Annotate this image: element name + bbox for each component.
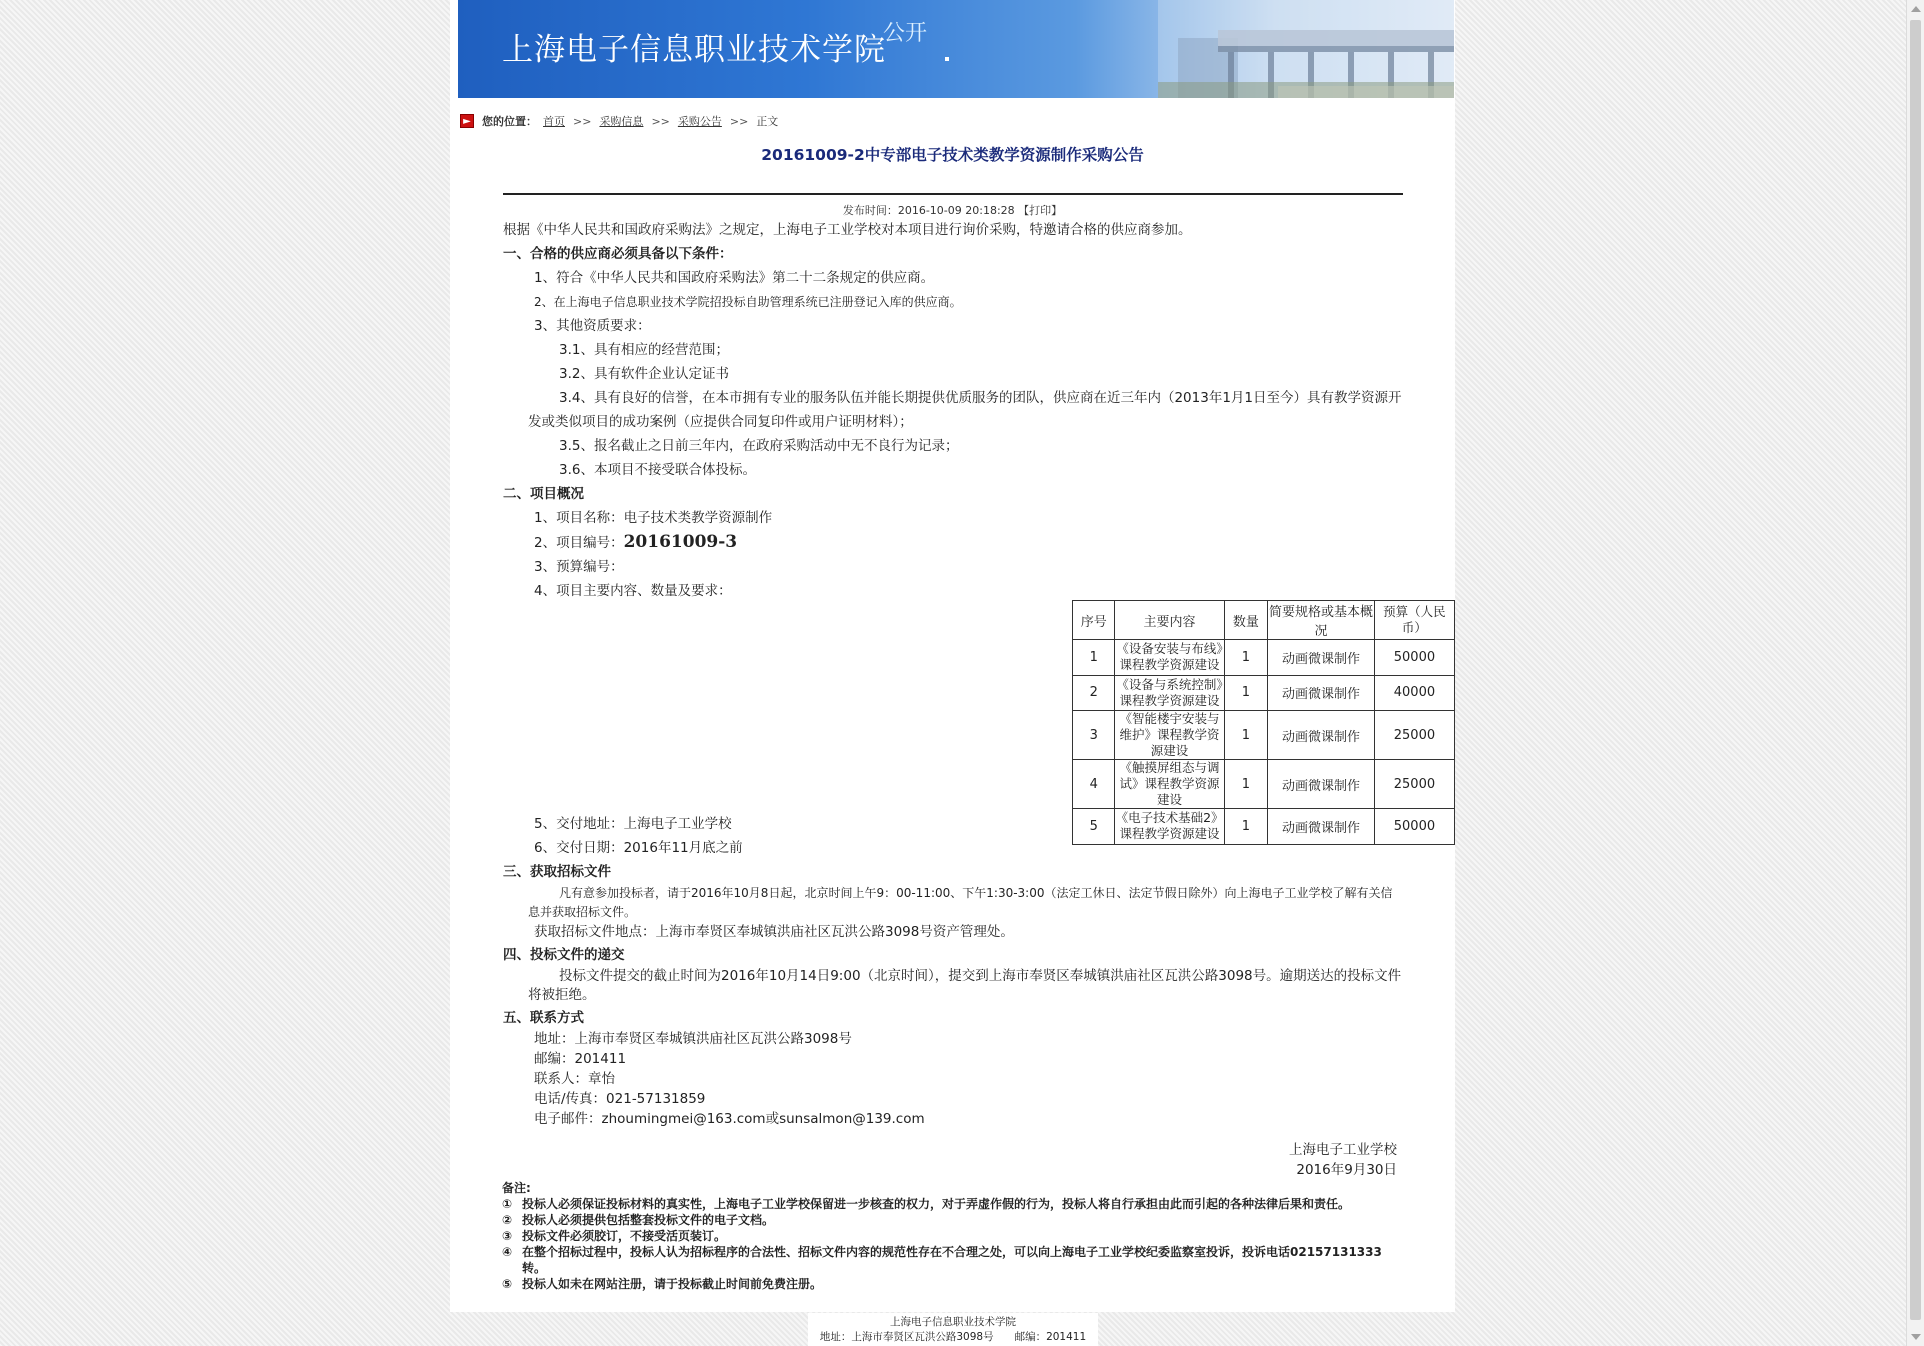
table-cell-budget: 25000 <box>1374 711 1454 760</box>
note-number: ② <box>502 1213 513 1227</box>
list-item: 3.2、具有软件企业认定证书 <box>559 366 729 382</box>
note-number: ⑤ <box>502 1277 513 1291</box>
list-item: 2、在上海电子信息职业技术学院招投标自助管理系统已注册登记入库的供应商。 <box>534 295 962 309</box>
breadcrumb-current: 正文 <box>756 115 779 128</box>
note-number: ③ <box>502 1229 513 1243</box>
table-cell-budget: 25000 <box>1374 760 1454 809</box>
table-cell-spec: 动画微课制作 <box>1268 809 1375 845</box>
list-item: 1、符合《中华人民共和国政府采购法》第二十二条规定的供应商。 <box>534 270 935 286</box>
notes-block <box>502 1180 1402 1292</box>
vertical-scrollbar[interactable] <box>1906 0 1924 1346</box>
section-heading: 一、合格的供应商必须具备以下条件： <box>503 246 733 262</box>
note-text: 投标文件必须胶订，不接受活页装订。 <box>522 1229 727 1243</box>
contact-address: 地址：上海市奉贤区奉城镇洪庙社区瓦洪公路3098号 <box>534 1031 852 1047</box>
table-cell-spec: 动画微课制作 <box>1268 640 1375 676</box>
note-item <box>502 1244 1402 1276</box>
section-heading: 三、获取招标文件 <box>503 864 611 880</box>
table-cell-content: 《智能楼宇安装与维护》课程教学资源建设 <box>1115 711 1224 760</box>
scrollbar-thumb[interactable] <box>1910 20 1921 1320</box>
list-item: 3、其他资质要求： <box>534 318 651 334</box>
note-number: ① <box>502 1197 513 1211</box>
paragraph: 获取招标文件地点：上海市奉贤区奉城镇洪庙社区瓦洪公路3098号资产管理处。 <box>534 924 1014 940</box>
signature-org: 上海电子工业学校 <box>1289 1142 1397 1158</box>
project-code-value: 20161009-3 <box>623 532 738 552</box>
breadcrumb-separator: >> <box>573 114 592 128</box>
note-text: 投标人必须保证投标材料的真实性，上海电子工业学校保留进一步核查的权力，对于弄虚作假的行为，投标人将自行承担由此而引起的各种法律后果和责任。 <box>522 1197 1351 1211</box>
section4-body <box>503 967 1403 1005</box>
scroll-up-arrow-icon[interactable] <box>1911 6 1921 12</box>
school-name: 上海电子信息职业技术学院 <box>502 32 886 68</box>
table-cell-no: 1 <box>1073 640 1115 676</box>
project-name <box>503 506 1403 530</box>
page-footer <box>808 1313 1098 1346</box>
table-cell-qty: 1 <box>1224 711 1267 760</box>
public-tag: 公开 <box>883 21 928 46</box>
table-header-row <box>1073 601 1455 640</box>
project-code <box>503 530 1403 555</box>
breadcrumb-separator: >> <box>651 114 670 128</box>
article-title: 20161009-2中专部电子技术类教学资源制作采购公告 <box>761 146 1144 164</box>
note-item <box>502 1276 1402 1292</box>
contact-block <box>503 1030 1403 1129</box>
note-item <box>502 1212 1402 1228</box>
delivery-address: 5、交付地址：上海电子工业学校 <box>534 816 732 832</box>
list-item: 3.4、具有良好的信誉，在本市拥有专业的服务队伍并能长期提供优质服务的团队，供应商在近三年内（2013年1月1日至今）具有教学资源开发或类似项目的成功案例（应提供合同复印件或用户证明材料）； <box>528 390 1402 430</box>
table-row <box>1073 640 1455 676</box>
footer-address: 地址：上海市奉贤区瓦洪公路3098号 邮编：201411 <box>819 1331 1087 1343</box>
publish-prefix: 发布时间： <box>842 204 898 217</box>
table-cell-content: 《设备与系统控制》课程教学资源建设 <box>1115 675 1224 711</box>
notes-heading: 备注: <box>502 1181 531 1195</box>
contact-person: 联系人：章怡 <box>534 1071 615 1087</box>
scroll-down-arrow-icon[interactable] <box>1911 1334 1921 1340</box>
project-items-table <box>1072 600 1455 845</box>
table-row <box>1073 760 1455 809</box>
table-cell-budget: 40000 <box>1374 675 1454 711</box>
table-cell-no: 5 <box>1073 809 1115 845</box>
project-code-label: 2、项目编号： <box>534 535 624 551</box>
contact-phone: 电话/传真：021-57131859 <box>534 1091 706 1107</box>
publish-info <box>450 202 1455 218</box>
contact-postcode: 邮编：201411 <box>534 1051 627 1067</box>
table-cell-budget: 50000 <box>1374 640 1454 676</box>
section-heading: 五、联系方式 <box>503 1010 584 1026</box>
note-number: ④ <box>502 1245 513 1259</box>
budget-code: 3、预算编号： <box>534 559 624 575</box>
table-cell-budget: 50000 <box>1374 809 1454 845</box>
table-cell-qty: 1 <box>1224 675 1267 711</box>
note-text: 投标人必须提供包括整套投标文件的电子文档。 <box>522 1213 775 1227</box>
list-item: 3.6、本项目不接受联合体投标。 <box>559 462 756 478</box>
table-header-cell: 序号 <box>1073 601 1115 640</box>
project-name-value: 电子技术类教学资源制作 <box>623 510 773 526</box>
section-heading: 四、投标文件的递交 <box>503 947 625 963</box>
table-cell-spec: 动画微课制作 <box>1268 711 1375 760</box>
breadcrumb-announcement-link[interactable]: 采购公告 <box>677 115 722 128</box>
table-header-cell: 简要规格或基本概况 <box>1268 601 1375 640</box>
breadcrumb-home-link[interactable]: 首页 <box>543 115 565 128</box>
breadcrumb <box>460 112 778 130</box>
table-cell-qty: 1 <box>1224 640 1267 676</box>
signature-block <box>450 1140 1397 1180</box>
title-divider <box>503 193 1403 195</box>
table-cell-content: 《设备安装与布线》课程教学资源建设 <box>1115 640 1224 676</box>
site-banner <box>458 0 1454 98</box>
table-row <box>1073 711 1455 760</box>
table-cell-no: 4 <box>1073 760 1115 809</box>
table-header-cell: 主要内容 <box>1115 601 1224 640</box>
note-item <box>502 1228 1402 1244</box>
list-item: 3.1、具有相应的经营范围； <box>559 342 729 358</box>
print-link[interactable]: 【打印】 <box>1018 204 1063 217</box>
campus-building-image <box>1158 0 1454 98</box>
intro-paragraph: 根据《中华人民共和国政府采购法》之规定，上海电子工业学校对本项目进行询价采购，特邀请合格的供应商参加。 <box>503 222 1192 238</box>
breadcrumb-label: 您的位置： <box>482 115 537 128</box>
table-header-cell: 预算（人民币） <box>1374 601 1454 640</box>
note-text: 在整个招标过程中，投标人认为招标程序的合法性、招标文件内容的规范性存在不合理之处，可以向上海电子工业学校纪委监察室投诉，投诉电话02157131333转。 <box>522 1245 1382 1275</box>
table-cell-content: 《触摸屏组态与调试》课程教学资源建设 <box>1115 760 1224 809</box>
table-cell-spec: 动画微课制作 <box>1268 675 1375 711</box>
signature-date: 2016年9月30日 <box>1296 1162 1397 1178</box>
paragraph: 凡有意参加投标者，请于2016年10月8日起，北京时间上午9：00-11:00、下午1:30-3:00（法定工休日、法定节假日除外）向上海电子工业学校了解有关信息并获取招标文件。 <box>528 886 1393 919</box>
section-heading: 二、项目概况 <box>503 486 584 502</box>
project-name-label: 1、项目名称： <box>534 510 624 526</box>
contact-email: 电子邮件：zhoumingmei@163.com或sunsalmon@139.com <box>534 1111 925 1127</box>
paragraph: 投标文件提交的截止时间为2016年10月14日9:00（北京时间），提交到上海市奉贤区奉城镇洪庙社区瓦洪公路3098号。逾期送达的投标文件将被拒绝。 <box>528 968 1402 1003</box>
table-cell-content: 《电子技术基础2》课程教学资源建设 <box>1115 809 1224 845</box>
table-cell-qty: 1 <box>1224 809 1267 845</box>
note-text: 投标人如未在网站注册，请于投标截止时间前免费注册。 <box>522 1277 823 1291</box>
page-container <box>450 0 1455 1312</box>
publish-time: 2016-10-09 20:18:28 <box>897 204 1015 217</box>
list-item: 3.5、报名截止之日前三年内，在政府采购活动中无不良行为记录； <box>559 438 959 454</box>
table-cell-spec: 动画微课制作 <box>1268 760 1375 809</box>
table-cell-no: 2 <box>1073 675 1115 711</box>
article-body <box>503 218 1403 603</box>
note-item <box>502 1196 1402 1212</box>
table-header-cell: 数量 <box>1224 601 1267 640</box>
article-body-continued <box>503 812 1403 1130</box>
section3-body <box>503 884 1403 942</box>
table-row <box>1073 675 1455 711</box>
delivery-date: 6、交付日期：2016年11月底之前 <box>534 840 743 856</box>
table-cell-qty: 1 <box>1224 760 1267 809</box>
table-cell-no: 3 <box>1073 711 1115 760</box>
footer-school-name: 上海电子信息职业技术学院 <box>890 1316 1016 1328</box>
breadcrumb-procurement-link[interactable]: 采购信息 <box>599 115 644 128</box>
banner-dot <box>945 57 949 61</box>
arrow-right-icon: ► <box>460 114 474 128</box>
breadcrumb-separator: >> <box>729 114 749 128</box>
content-label: 4、项目主要内容、数量及要求： <box>534 583 732 599</box>
